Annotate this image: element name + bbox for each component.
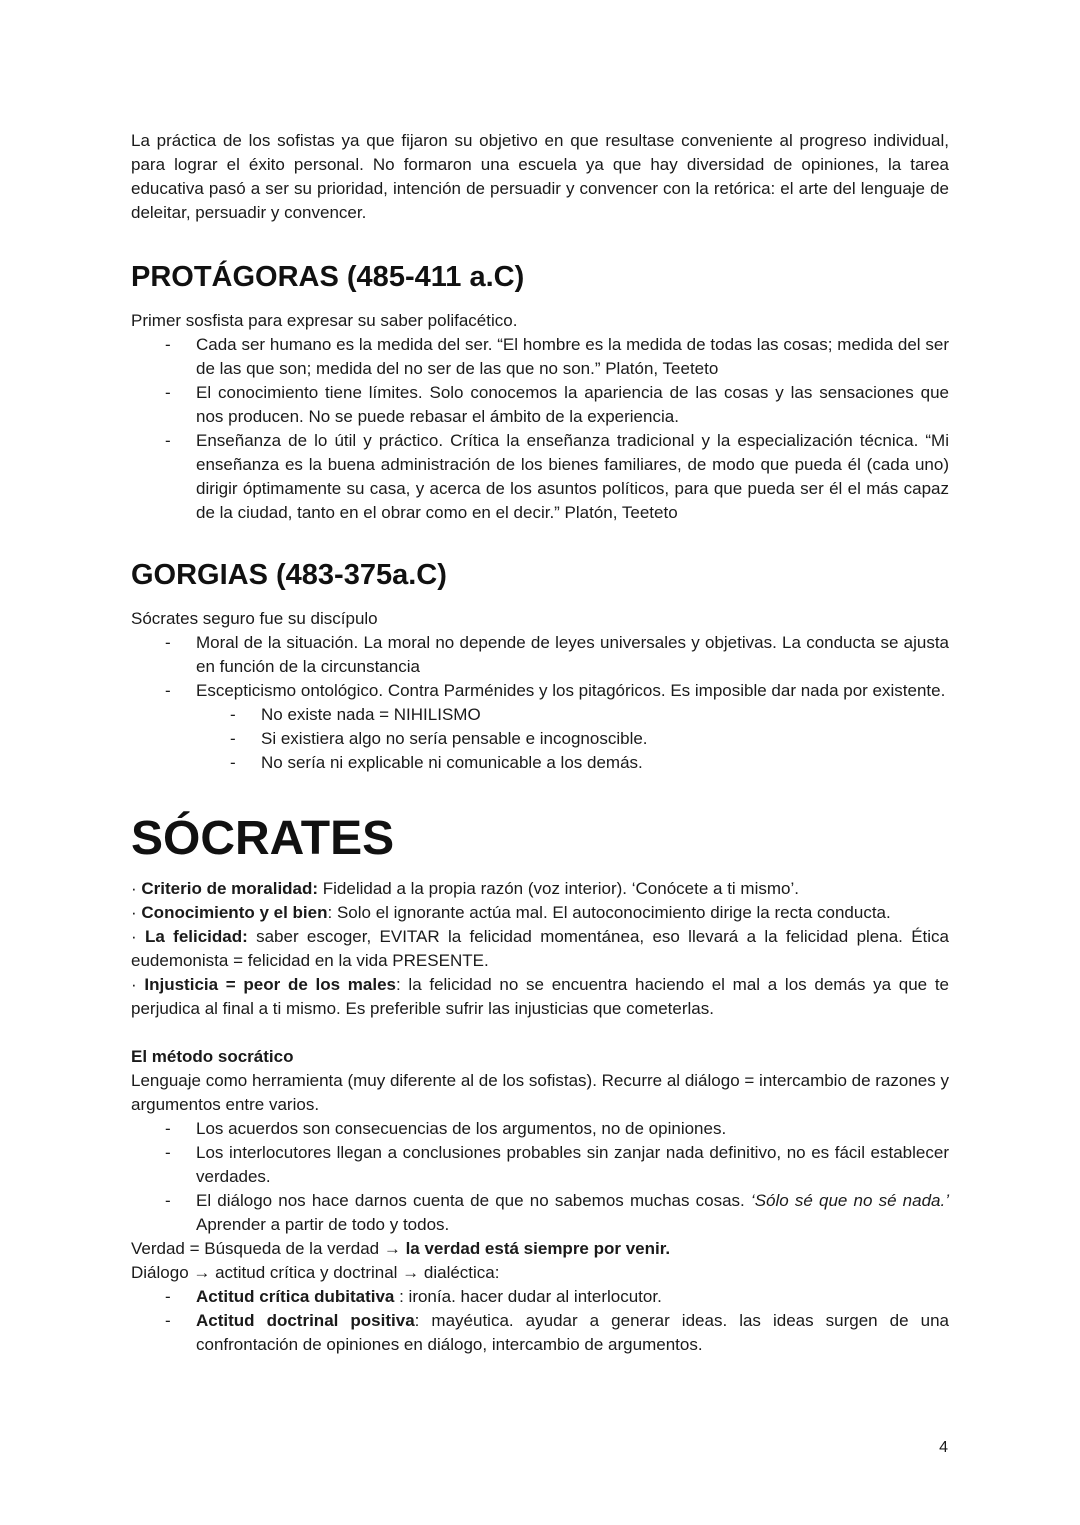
protagoras-lead: Primer sosfista para expresar su saber polifacético. [131, 311, 518, 330]
list-item: - No existe nada = NIHILISMO [131, 703, 949, 727]
method-list [131, 1117, 949, 1237]
list-item: - Escepticismo ontológico. Contra Parménides y los pitagóricos. Es imposible dar nada por existente. [131, 679, 949, 703]
method-heading: El método socrático [131, 1047, 294, 1066]
bullet-injusticia: · Injusticia = peor de los males: la felicidad no se encuentra haciendo el mal a los demás ya que te perjudica al final a ti mismo. Es preferible sufrir las injusticias que cometerlas. [131, 975, 950, 1018]
list-item: - Actitud doctrinal positiva: mayéutica. ayudar a generar ideas. las ideas surgen de una confrontación de opiniones en diálogo, intercambio de argumentos. [131, 1309, 949, 1357]
gorgias-lead: Sócrates seguro fue su discípulo [131, 609, 378, 628]
protagoras-list [131, 333, 949, 525]
list-item: - El conocimiento tiene límites. Solo conocemos la apariencia de las cosas y las sensaciones que nos producen. No se puede rebasar el ámbito de la experiencia. [131, 381, 949, 429]
list-item: - Cada ser humano es la medida del ser. “El hombre es la medida de todas las cosas; medida del ser de las que son; medida del no ser de las que no son.” Platón, Teeteto [131, 333, 949, 381]
list-item: - Si existiera algo no sería pensable e incognoscible. [131, 727, 949, 751]
gorgias-heading: GORGIAS (483-375a.C) [131, 559, 447, 591]
page-number: 4 [939, 1439, 948, 1456]
list-item: - El diálogo nos hace darnos cuenta de que no sabemos muchas cosas. ‘Sólo sé que no sé nada.’ Aprender a partir de todo y todos. [131, 1189, 949, 1237]
attitude-list [131, 1285, 949, 1357]
list-item: - Enseñanza de lo útil y práctico. Crítica la enseñanza tradicional y la especialización técnica. “Mi enseñanza es la buena administración de los bienes familiares, de modo que pueda él (cada uno) dirigir óptimamente su casa, y acerca de los asuntos políticos, para que pueda ser él el más capaz de la ciudad, tanto en el obrar como en el decir.” Platón, Teeteto [131, 429, 949, 525]
list-item: - No sería ni explicable ni comunicable a los demás. [131, 751, 949, 775]
socrates-heading: SÓCRATES [131, 812, 395, 865]
protagoras-heading: PROTÁGORAS (485-411 a.C) [131, 261, 525, 293]
bullet-moralidad: · Criterio de moralidad: Fidelidad a la propia razón (voz interior). ‘Conócete a ti mismo’. [131, 879, 799, 898]
gorgias-sublist [131, 703, 949, 775]
method-lead: Lenguaje como herramienta (muy diferente al de los sofistas). Recurre al diálogo = intercambio de razones y argumentos entre varios. [131, 1071, 949, 1114]
list-item: - Los interlocutores llegan a conclusiones probables sin zanjar nada definitivo, no es fácil establecer verdades. [131, 1141, 949, 1189]
page-content [131, 129, 949, 1357]
gorgias-list [131, 631, 949, 703]
list-item: - Moral de la situación. La moral no depende de leyes universales y objetivas. La conducta se ajusta en función de la circunstancia [131, 631, 949, 679]
bullet-felicidad: · La felicidad: saber escoger, EVITAR la felicidad momentánea, eso llevará a la felicidad plena. Ética eudemonista = felicidad en la vida PRESENTE. [131, 927, 950, 970]
bullet-conocimiento: · Conocimiento y el bien: Solo el ignorante actúa mal. El autoconocimiento dirige la recta conducta. [131, 903, 891, 922]
socrates-bullets [131, 877, 949, 1021]
dialogo-line: Diálogo → actitud crítica y doctrinal → dialéctica: [131, 1263, 500, 1282]
list-item: - Los acuerdos son consecuencias de los argumentos, no de opiniones. [131, 1117, 949, 1141]
verdad-line: Verdad = Búsqueda de la verdad → la verdad está siempre por venir. [131, 1239, 671, 1258]
intro-paragraph: La práctica de los sofistas ya que fijaron su objetivo en que resultase conveniente al progreso individual, para lograr el éxito personal. No formaron una escuela ya que hay diversidad de opiniones, la tarea educativa pasó a ser su prioridad, intención de persuadir y convencer con la retórica: el arte del lenguaje de deleitar, persuadir y convencer. [131, 131, 949, 222]
list-item: - Actitud crítica dubitativa : ironía. hacer dudar al interlocutor. [131, 1285, 949, 1309]
